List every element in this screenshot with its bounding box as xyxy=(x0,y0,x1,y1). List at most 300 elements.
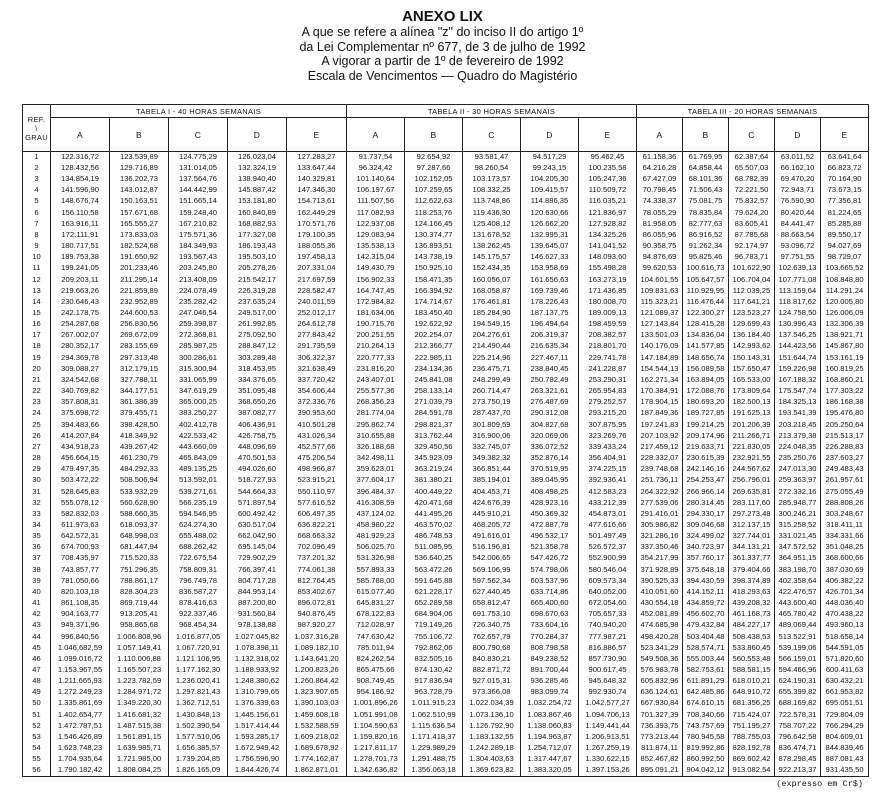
value-cell: 237.635,24 xyxy=(228,297,287,308)
value-cell: 452.081,89 xyxy=(637,609,683,620)
value-cell: 197.458,13 xyxy=(287,252,347,263)
value-cell: 221.859,89 xyxy=(110,285,169,296)
column-header: D xyxy=(775,118,821,152)
value-cell: 544.591,05 xyxy=(821,642,869,653)
grau-cell: 9 xyxy=(23,241,51,252)
value-cell: 434.918,23 xyxy=(51,442,110,453)
column-header: A xyxy=(51,118,110,152)
value-cell: 134.325,26 xyxy=(579,230,637,241)
value-cell: 130.374,77 xyxy=(405,230,463,241)
value-cell: 97.287,66 xyxy=(405,163,463,174)
value-cell: 758.809,31 xyxy=(169,564,228,575)
value-cell: 144.442,99 xyxy=(169,185,228,196)
value-cell: 126.006,09 xyxy=(821,308,869,319)
value-cell: 157.671,68 xyxy=(110,207,169,218)
value-cell: 152.434,35 xyxy=(463,263,521,274)
value-cell: 887.081,43 xyxy=(821,754,869,765)
value-cell: 88.663,54 xyxy=(775,230,821,241)
value-cell: 105.247,36 xyxy=(579,174,637,185)
value-cell: 571.820,60 xyxy=(821,654,869,665)
value-cell: 576.983,78 xyxy=(637,665,683,676)
value-cell: 701.327,39 xyxy=(637,709,683,720)
value-cell: 235.282,42 xyxy=(169,297,228,308)
value-cell: 103.665,52 xyxy=(821,263,869,274)
table-row xyxy=(23,174,869,185)
value-cell: 277.843,42 xyxy=(287,330,347,341)
value-cell: 227.467,11 xyxy=(521,352,579,363)
value-cell: 189.009,13 xyxy=(579,308,637,319)
value-cell: 828.192,78 xyxy=(729,743,775,754)
value-cell: 1.284.971,72 xyxy=(110,687,169,698)
value-cell: 840.830,21 xyxy=(463,654,521,665)
value-cell: 1.037.316,28 xyxy=(287,631,347,642)
value-cell: 374.225,15 xyxy=(579,464,637,475)
value-cell: 978.138,88 xyxy=(228,620,287,631)
value-cell: 80.420,44 xyxy=(775,207,821,218)
value-cell: 129.699,43 xyxy=(729,319,775,330)
value-cell: 636.124,61 xyxy=(637,687,683,698)
value-cell: 555.003,44 xyxy=(683,654,729,665)
grau-cell: 51 xyxy=(23,709,51,720)
value-cell: 68.782,39 xyxy=(729,174,775,185)
value-cell: 194.549,15 xyxy=(463,319,521,330)
value-cell: 900.617,45 xyxy=(579,665,637,676)
value-cell: 147.346,30 xyxy=(287,185,347,196)
column-header: B xyxy=(405,118,463,152)
value-cell: 375.648,18 xyxy=(683,564,729,575)
value-cell: 454.873,01 xyxy=(579,509,637,520)
value-cell: 159.248,40 xyxy=(169,207,228,218)
value-cell: 774.061,38 xyxy=(287,564,347,575)
value-cell: 1.229.989,29 xyxy=(405,743,463,754)
value-cell: 1.032.254,72 xyxy=(521,698,579,709)
value-cell: 224.078,49 xyxy=(169,285,228,296)
table-row xyxy=(23,598,869,609)
value-cell: 180.008,70 xyxy=(579,297,637,308)
value-cell: 93.096,72 xyxy=(775,241,821,252)
value-cell: 1.089.182,10 xyxy=(287,642,347,653)
value-cell: 268.356,23 xyxy=(347,397,405,408)
value-cell: 844.953,14 xyxy=(228,587,287,598)
header-line-2: da Lei Complementar nº 677, de 3 de julho de 1992 xyxy=(299,39,586,54)
value-cell: 97.751,55 xyxy=(775,252,821,263)
value-cell: 364.951,15 xyxy=(775,553,821,564)
value-cell: 424.676,39 xyxy=(463,497,521,508)
value-cell: 65.507,03 xyxy=(729,163,775,174)
value-cell: 652.289,58 xyxy=(405,598,463,609)
value-cell: 91.737,54 xyxy=(347,152,405,163)
value-cell: 408.498,25 xyxy=(521,486,579,497)
value-cell: 301.809,59 xyxy=(463,419,521,430)
value-cell: 192.622,92 xyxy=(405,319,463,330)
value-cell: 526.572,37 xyxy=(579,542,637,553)
value-cell: 337.720,42 xyxy=(287,375,347,386)
value-cell: 70.164,90 xyxy=(821,174,869,185)
value-cell: 334.331,66 xyxy=(821,531,869,542)
value-cell: 439.208,32 xyxy=(729,598,775,609)
value-cell: 636.822,21 xyxy=(287,520,347,531)
value-cell: 398.428,50 xyxy=(110,419,169,430)
grau-cell: 38 xyxy=(23,564,51,575)
value-cell: 187.849,36 xyxy=(637,408,683,419)
value-cell: 230.615,39 xyxy=(683,453,729,464)
value-cell: 1.078.398,11 xyxy=(228,642,287,653)
value-cell: 154.713,61 xyxy=(287,196,347,207)
value-cell: 458.980,22 xyxy=(347,520,405,531)
value-cell: 1.006.808,96 xyxy=(110,631,169,642)
value-cell: 185.284,90 xyxy=(463,308,521,319)
value-cell: 209.174,96 xyxy=(683,430,729,441)
value-cell: 1.656.385,57 xyxy=(169,743,228,754)
table-row xyxy=(23,709,869,720)
value-cell: 536.640,25 xyxy=(405,553,463,564)
value-cell: 751.195,27 xyxy=(729,720,775,731)
grau-cell: 20 xyxy=(23,363,51,374)
value-cell: 244.600,53 xyxy=(110,308,169,319)
value-cell: 498.966,87 xyxy=(287,464,347,475)
value-cell: 973.366,08 xyxy=(463,687,521,698)
table-row xyxy=(23,698,869,709)
value-cell: 1.278.701,73 xyxy=(347,754,405,765)
value-cell: 363.219,24 xyxy=(405,464,463,475)
value-cell: 580.546,04 xyxy=(579,564,637,575)
value-cell: 184.349,93 xyxy=(169,241,228,252)
grau-cell: 12 xyxy=(23,274,51,285)
value-cell: 195.503,10 xyxy=(228,252,287,263)
column-header: B xyxy=(683,118,729,152)
value-cell: 887.200,80 xyxy=(228,598,287,609)
grau-cell: 48 xyxy=(23,676,51,687)
value-cell: 117.082,93 xyxy=(347,207,405,218)
value-cell: 618.093,37 xyxy=(110,520,169,531)
value-cell: 661.953,82 xyxy=(821,687,869,698)
grau-cell: 7 xyxy=(23,218,51,229)
annex-title: ANEXO LIX xyxy=(402,8,483,25)
value-cell: 1.057.149,41 xyxy=(110,642,169,653)
value-cell: 1.459.608,18 xyxy=(287,709,347,720)
value-cell: 861.108,35 xyxy=(51,598,110,609)
value-cell: 275.055,49 xyxy=(821,486,869,497)
value-cell: 206.319,37 xyxy=(521,330,579,341)
value-cell: 100.235,58 xyxy=(579,163,637,174)
value-cell: 134.836,04 xyxy=(683,330,729,341)
value-cell: 249.517,00 xyxy=(228,308,287,319)
value-cell: 63.641,64 xyxy=(821,152,869,163)
value-cell: 588.660,35 xyxy=(110,509,169,520)
value-cell: 1.356.063,18 xyxy=(405,765,463,776)
value-cell: 792.862,06 xyxy=(405,642,463,653)
value-cell: 1.223.782,59 xyxy=(110,676,169,687)
value-cell: 528.574,71 xyxy=(683,642,729,653)
value-cell: 804.717,28 xyxy=(228,575,287,586)
value-cell: 891.700,44 xyxy=(521,665,579,676)
value-cell: 668.663,32 xyxy=(287,531,347,542)
value-cell: 112.622,63 xyxy=(405,196,463,207)
value-cell: 66.162,10 xyxy=(775,163,821,174)
table-row xyxy=(23,620,869,631)
value-cell: 121.836,97 xyxy=(579,207,637,218)
value-cell: 228.582,47 xyxy=(287,285,347,296)
table-row xyxy=(23,642,869,653)
value-cell: 110.929,95 xyxy=(683,285,729,296)
value-cell: 1.159.820,16 xyxy=(347,732,405,743)
value-cell: 611.891,29 xyxy=(683,676,729,687)
value-cell: 123.523,27 xyxy=(729,308,775,319)
value-cell: 800.790,68 xyxy=(463,642,521,653)
value-cell: 167.188,32 xyxy=(775,375,821,386)
value-cell: 1.183.132,55 xyxy=(463,732,521,743)
value-cell: 1.001.896,26 xyxy=(347,698,405,709)
value-cell: 379.455,71 xyxy=(110,408,169,419)
grau-cell: 11 xyxy=(23,263,51,274)
value-cell: 83.605,41 xyxy=(729,218,775,229)
value-cell: 416.308,59 xyxy=(347,497,405,508)
value-cell: 1.609.218,02 xyxy=(287,732,347,743)
value-cell: 1.211.665,93 xyxy=(51,676,110,687)
value-cell: 138.262,45 xyxy=(463,241,521,252)
value-cell: 204.276,61 xyxy=(463,330,521,341)
value-cell: 1.115.636,54 xyxy=(405,720,463,731)
value-cell: 448.096,69 xyxy=(228,442,287,453)
value-cell: 857.730,90 xyxy=(579,654,637,665)
value-cell: 688.169,82 xyxy=(775,698,821,709)
value-cell: 983.099,74 xyxy=(521,687,579,698)
value-cell: 463.570,02 xyxy=(405,520,463,531)
value-cell: 648.910,72 xyxy=(729,687,775,698)
value-cell: 110.509,72 xyxy=(579,185,637,196)
value-cell: 936.285,46 xyxy=(521,676,579,687)
value-cell: 359.623,01 xyxy=(347,464,405,475)
value-cell: 81.224,65 xyxy=(821,207,869,218)
value-cell: 218.801,70 xyxy=(579,341,637,352)
table-row xyxy=(23,676,869,687)
value-cell: 465.780,42 xyxy=(775,609,821,620)
value-cell: 1.297.821,43 xyxy=(169,687,228,698)
value-cell: 155.498,28 xyxy=(579,263,637,274)
value-cell: 418.293,63 xyxy=(729,587,775,598)
value-cell: 145.175,57 xyxy=(463,252,521,263)
value-cell: 245.841,08 xyxy=(405,375,463,386)
value-cell: 199.241,05 xyxy=(51,263,110,274)
value-cell: 698.670,63 xyxy=(521,609,579,620)
value-cell: 394.430,59 xyxy=(683,575,729,586)
value-cell: 255.577,36 xyxy=(347,386,405,397)
value-cell: 1.260.864,42 xyxy=(287,676,347,687)
value-cell: 147.184,89 xyxy=(637,352,683,363)
value-cell: 1.027.045,82 xyxy=(228,631,287,642)
grau-cell: 37 xyxy=(23,553,51,564)
value-cell: 109.415,57 xyxy=(521,185,579,196)
value-cell: 327.744,01 xyxy=(729,531,775,542)
value-cell: 356.404,91 xyxy=(579,453,637,464)
value-cell: 264.612,78 xyxy=(287,319,347,330)
value-cell: 324.542,68 xyxy=(51,375,110,386)
value-cell: 285.987,25 xyxy=(169,341,228,352)
value-cell: 99.620,53 xyxy=(637,263,683,274)
value-cell: 357.808,31 xyxy=(51,397,110,408)
value-cell: 1.639.985,71 xyxy=(110,743,169,754)
value-cell: 908.749,45 xyxy=(347,676,405,687)
value-cell: 273.750,19 xyxy=(463,397,521,408)
value-cell: 121.089,37 xyxy=(637,308,683,319)
value-cell: 281.774,04 xyxy=(347,408,405,419)
grau-cell: 43 xyxy=(23,620,51,631)
value-cell: 220.777,33 xyxy=(347,352,405,363)
value-cell: 111.507,56 xyxy=(347,196,405,207)
value-cell: 758.707,22 xyxy=(775,720,821,731)
value-cell: 64.858,44 xyxy=(683,163,729,174)
value-cell: 412.583,23 xyxy=(579,486,637,497)
value-cell: 1.073.136,10 xyxy=(463,709,521,720)
value-cell: 511.085,95 xyxy=(405,542,463,553)
value-cell: 91.262,34 xyxy=(683,241,729,252)
value-cell: 555.078,12 xyxy=(51,497,110,508)
value-cell: 165.533,00 xyxy=(729,375,775,386)
value-cell: 777.987,21 xyxy=(579,631,637,642)
value-cell: 284.591,78 xyxy=(405,408,463,419)
value-cell: 922.213,37 xyxy=(775,765,821,776)
value-cell: 265.954,83 xyxy=(579,386,637,397)
value-cell: 729.804,09 xyxy=(821,709,869,720)
value-cell: 630.517,04 xyxy=(228,520,287,531)
value-cell: 122.316,72 xyxy=(51,152,110,163)
value-cell: 518.727,93 xyxy=(228,475,287,486)
value-cell: 143.012,87 xyxy=(110,185,169,196)
value-cell: 140.329,81 xyxy=(287,174,347,185)
value-cell: 146.627,33 xyxy=(521,252,579,263)
table-row xyxy=(23,430,869,441)
value-cell: 309.088,27 xyxy=(51,363,110,374)
value-cell: 945.648,32 xyxy=(579,676,637,687)
value-cell: 98.260,54 xyxy=(463,163,521,174)
value-cell: 226.319,28 xyxy=(228,285,287,296)
value-cell: 126.023,04 xyxy=(228,152,287,163)
value-cell: 305.986,82 xyxy=(637,520,683,531)
value-cell: 1.593.285,17 xyxy=(228,732,287,743)
value-cell: 681.447,94 xyxy=(110,542,169,553)
value-cell: 1.430.848,13 xyxy=(169,709,228,720)
value-cell: 168.882,93 xyxy=(228,218,287,229)
value-cell: 120.005,80 xyxy=(821,297,869,308)
value-cell: 138.921,71 xyxy=(821,330,869,341)
value-cell: 112.039,25 xyxy=(729,285,775,296)
value-cell: 215.513,17 xyxy=(821,430,869,441)
value-cell: 1.826.165,09 xyxy=(169,765,228,776)
value-cell: 1.046.682,59 xyxy=(51,642,110,653)
value-cell: 402.358,64 xyxy=(775,575,821,586)
table-row xyxy=(23,218,869,229)
value-cell: 269.635,81 xyxy=(729,486,775,497)
value-cell: 101.140,64 xyxy=(347,174,405,185)
value-cell: 1.217.811,17 xyxy=(347,743,405,754)
value-cell: 1.143.641,20 xyxy=(287,654,347,665)
table-row xyxy=(23,263,869,274)
value-cell: 213.379,38 xyxy=(775,430,821,441)
salary-scale-table xyxy=(22,104,869,777)
value-cell: 865.475,66 xyxy=(347,665,405,676)
value-cell: 531.326,98 xyxy=(347,553,405,564)
grau-cell: 10 xyxy=(23,252,51,263)
grau-cell: 1 xyxy=(23,152,51,163)
value-cell: 102.639,13 xyxy=(775,263,821,274)
value-cell: 133.647,44 xyxy=(287,163,347,174)
value-cell: 182.500,13 xyxy=(729,397,775,408)
header-line-1: A que se refere a alínea "z" do inciso II do artigo 1º xyxy=(301,25,584,39)
value-cell: 169.739,46 xyxy=(521,285,579,296)
table-row xyxy=(23,252,869,263)
value-cell: 196.494,64 xyxy=(521,319,579,330)
value-cell: 70.798,45 xyxy=(637,185,683,196)
value-cell: 336.072,52 xyxy=(521,442,579,453)
value-cell: 153.161,19 xyxy=(821,352,869,363)
value-cell: 86.055,96 xyxy=(637,230,683,241)
value-cell: 228.332,07 xyxy=(637,453,683,464)
value-cell: 298.821,37 xyxy=(405,419,463,430)
value-cell: 156.902,33 xyxy=(347,274,405,285)
value-cell: 475.206,54 xyxy=(287,453,347,464)
value-cell: 217.697,59 xyxy=(287,274,347,285)
value-cell: 611.973,63 xyxy=(51,520,110,531)
value-cell: 340.769,82 xyxy=(51,386,110,397)
value-cell: 261.992,85 xyxy=(228,319,287,330)
value-cell: 280.352,17 xyxy=(51,341,110,352)
grau-cell: 18 xyxy=(23,341,51,352)
value-cell: 819.992,86 xyxy=(683,743,729,754)
table-row xyxy=(23,486,869,497)
value-cell: 1.094.706,13 xyxy=(579,709,637,720)
value-cell: 189.753,38 xyxy=(51,252,110,263)
value-cell: 371.928,89 xyxy=(637,564,683,575)
value-cell: 377.604,17 xyxy=(347,475,405,486)
value-cell: 154.544,13 xyxy=(637,363,683,374)
value-cell: 64.216,28 xyxy=(637,163,683,174)
value-cell: 164.747,45 xyxy=(347,285,405,296)
value-cell: 630.432,21 xyxy=(821,676,869,687)
table-body xyxy=(23,152,869,777)
table-row xyxy=(23,531,869,542)
value-cell: 414.152,11 xyxy=(683,587,729,598)
value-cell: 1.177.162,30 xyxy=(169,665,228,676)
value-cell: 633.714,86 xyxy=(521,587,579,598)
table-row xyxy=(23,375,869,386)
value-cell: 566.235,19 xyxy=(169,497,228,508)
value-cell: 131.678,52 xyxy=(463,230,521,241)
value-cell: 645.831,27 xyxy=(347,598,405,609)
grau-cell: 13 xyxy=(23,285,51,296)
grau-cell: 27 xyxy=(23,442,51,453)
value-cell: 481.929,23 xyxy=(347,531,405,542)
value-cell: 609.573,34 xyxy=(579,575,637,586)
column-header: D xyxy=(228,118,287,152)
value-cell: 318.411,11 xyxy=(821,520,869,531)
value-cell: 1.774.162,87 xyxy=(287,754,347,765)
value-cell: 287.437,70 xyxy=(463,408,521,419)
value-cell: 1.067.720,91 xyxy=(169,642,228,653)
value-cell: 119.436,30 xyxy=(463,207,521,218)
value-cell: 1.577.510,06 xyxy=(169,732,228,743)
grau-cell: 4 xyxy=(23,185,51,196)
value-cell: 256.830,56 xyxy=(110,319,169,330)
value-cell: 105.647,57 xyxy=(683,274,729,285)
table-row xyxy=(23,397,869,408)
value-cell: 291.735,59 xyxy=(287,341,347,352)
value-cell: 232.921,55 xyxy=(729,453,775,464)
value-cell: 563.472,26 xyxy=(405,564,463,575)
value-cell: 860.992,50 xyxy=(683,754,729,765)
value-cell: 773.213,44 xyxy=(637,732,683,743)
value-cell: 1.248.380,62 xyxy=(228,676,287,687)
value-cell: 186.168,38 xyxy=(821,397,869,408)
